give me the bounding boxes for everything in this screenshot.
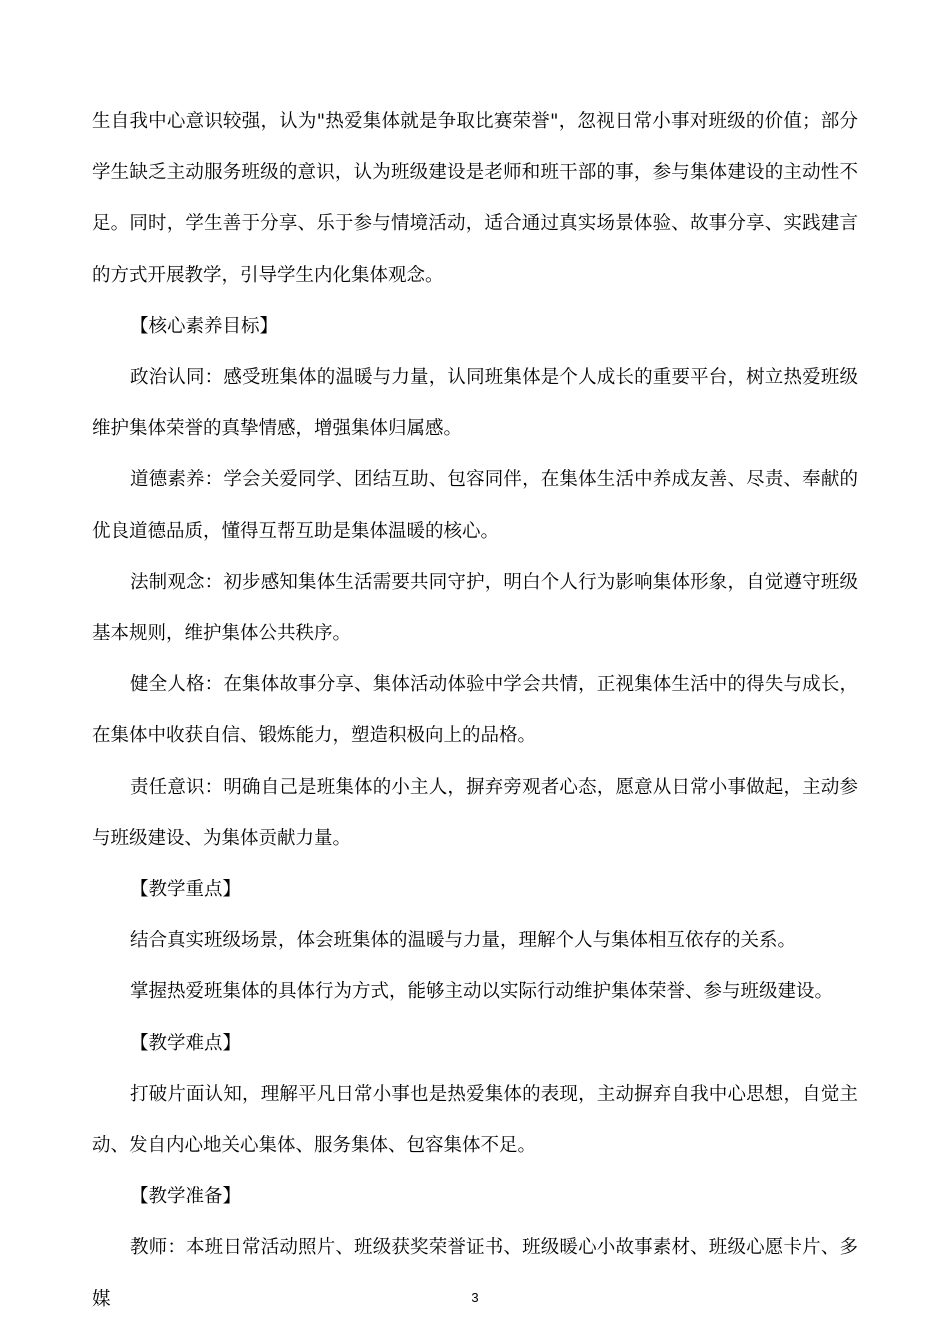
paragraph-difficulty-1: 打破片面认知，理解平凡日常小事也是热爱集体的表现，主动摒弃自我中心思想，自觉主动、发自内心地关心集体、服务集体、包容集体不足。 [92, 1083, 858, 1157]
paragraph-sound-personality: 健全人格：在集体故事分享、集体活动体验中学会共情，正视集体生活中的得失与成长，在集体中收获自信、锻炼能力，塑造积极向上的品格。 [92, 674, 858, 747]
heading-core-goals: 【核心素养目标】 [130, 315, 279, 337]
continuation-paragraph: 生自我中心意识较强，认为"热爱集体就是争取比赛荣誉"，忽视日常小事对班级的价值；部分学生缺乏主动服务班级的意识，认为班级建设是老师和班干部的事，参与集体建设的主动性不足。同时，学生善于分享、乐于参与情境活动，适合通过真实场景体验、故事分享、实践建言的方式开展教学，引导学生内化集体观念。 [92, 111, 858, 286]
heading-difficulties: 【教学难点】 [130, 1032, 242, 1054]
paragraph-moral-literacy: 道德素养：学会关爱同学、团结互助、包容同伴，在集体生活中养成友善、尽责、奉献的优良道德品质，懂得互帮互助是集体温暖的核心。 [92, 469, 858, 542]
page-number: 3 [471, 1290, 479, 1305]
paragraph-key-point-2: 掌握热爱班集体的具体行为方式，能够主动以实际行动维护集体荣誉、参与班级建设。 [130, 981, 834, 1003]
document-body [92, 96, 858, 1325]
paragraph-legal-awareness: 法制观念：初步感知集体生活需要共同守护，明白个人行为影响集体形象，自觉遵守班级基本规则，维护集体公共秩序。 [92, 571, 858, 645]
paragraph-key-point-1: 结合真实班级场景，体会班集体的温暖与力量，理解个人与集体相互依存的关系。 [130, 930, 797, 952]
paragraph-preparation-teacher: 教师：本班日常活动照片、班级获奖荣誉证书、班级暖心小故事素材、班级心愿卡片、多媒 [92, 1237, 858, 1310]
paragraph-responsibility: 责任意识：明确自己是班集体的小主人，摒弃旁观者心态，愿意从日常小事做起，主动参与班级建设、为集体贡献力量。 [92, 776, 858, 849]
heading-preparation: 【教学准备】 [130, 1186, 242, 1208]
paragraph-political-identity: 政治认同：感受班集体的温暖与力量，认同班集体是个人成长的重要平台，树立热爱班级维护集体荣誉的真挚情感，增强集体归属感。 [92, 367, 858, 440]
heading-key-points: 【教学重点】 [130, 879, 242, 901]
